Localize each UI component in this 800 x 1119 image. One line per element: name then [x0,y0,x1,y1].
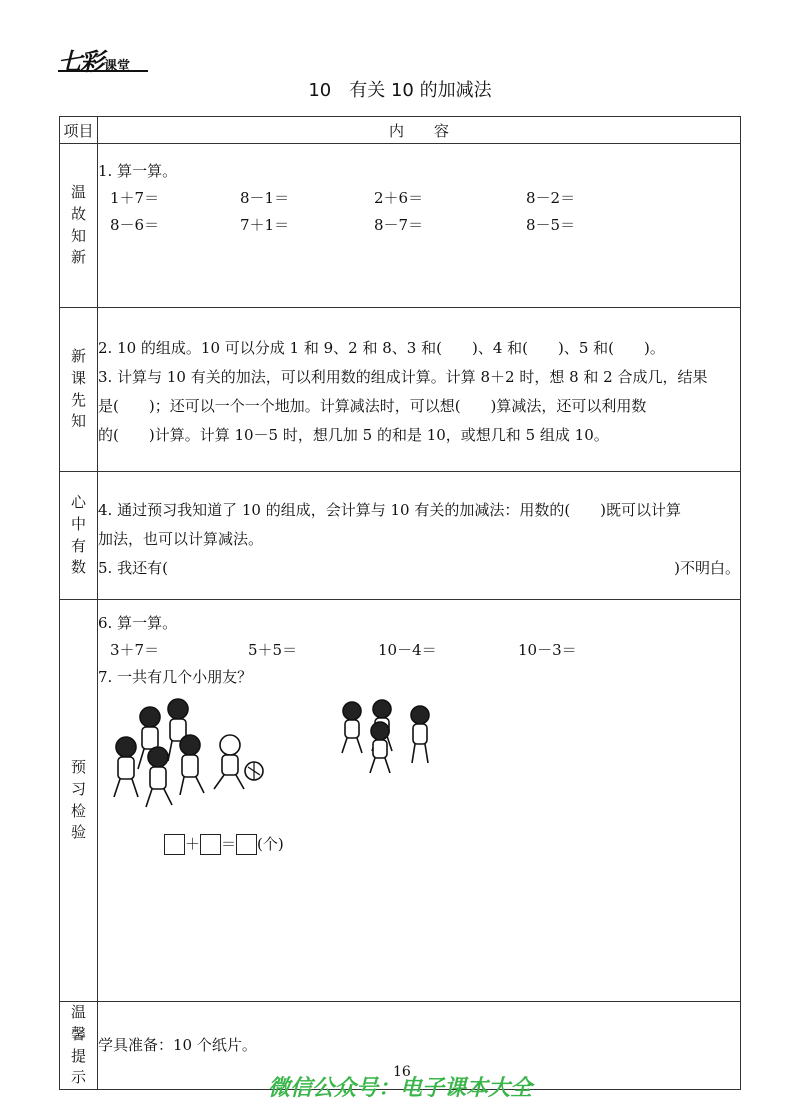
q6-row [98,637,740,664]
q1-item: 2＋6＝ [374,189,424,207]
section-new-lesson [60,308,741,472]
children-group-left-image [98,697,268,815]
section-content-new-lesson [98,308,741,472]
q6-item: 5＋5＝ [248,641,298,659]
answer-box[interactable] [236,834,257,855]
q4-line-1: 4. 通过预习我知道了 10 的组成，会计算与 10 有关的加减法：用数的( )既可以计算 [98,501,682,519]
q1-item: 8－1＝ [240,189,290,207]
watermark-text: 微信公众号：电子课本大全 [267,1076,532,1101]
q1-row-2 [98,212,740,239]
section-preview [60,600,741,1002]
section-content-preview [98,600,741,1002]
logo-sub-text: 课堂 [104,59,131,74]
answer-box[interactable] [164,834,185,855]
section-label-preview: 预习检验 [60,600,98,1002]
q1-item: 7＋1＝ [240,216,290,234]
q1-title: 1. 算一算。 [98,162,178,180]
logo-main-text: 七彩 [58,48,102,76]
section-label-summary: 心中有数 [60,472,98,600]
q1-item: 1＋7＝ [110,189,160,207]
section-label-new-lesson: 新课先知 [60,308,98,472]
q1-row-1 [98,185,740,212]
header-content: 内 容 [98,117,741,144]
section-label-tips: 温馨提示 [60,1002,98,1090]
q1-item: 8－6＝ [110,216,160,234]
q1-item: 8－5＝ [526,216,576,234]
q2-text: 2. 10 的组成。10 可以分成 1 和 9、2 和 8、3 和( )、4 和( )、5 和( )。 [98,339,665,357]
q3-line-2: 是( )；还可以一个一个地加。计算减法时，可以想( )算减法，还可以利用数 [98,397,647,415]
logo-underline [58,70,148,72]
q5-line [98,554,740,583]
header-item: 项目 [60,117,98,144]
q5-prefix: 5. 我还有( [98,559,168,577]
section-content-review [98,144,741,308]
section-review [60,144,741,308]
page-title: 10 有关 10 的加减法 [308,80,492,101]
unit-label: (个) [257,835,284,853]
q7-equation [164,831,740,858]
page-number: 16 [393,1064,411,1080]
plus-sign: ＋ [185,835,201,853]
table-header-row [60,117,741,144]
q4-line-2: 加法，也可以计算减法。 [98,530,264,548]
tips-text: 学具准备：10 个纸片。 [98,1036,257,1054]
section-label-review: 温故知新 [60,144,98,308]
q7-illustration [98,697,740,817]
q1-item: 8－7＝ [374,216,424,234]
q6-title: 6. 算一算。 [98,614,178,632]
q1-item: 8－2＝ [526,189,576,207]
q6-item: 10－4＝ [378,641,437,659]
q3-line-3: 的( )计算。计算 10－5 时，想几加 5 的和是 10，或想几和 5 组成 10。 [98,426,609,444]
q5-suffix: )不明白。 [674,559,740,577]
section-summary [60,472,741,600]
section-content-summary [98,472,741,600]
worksheet-table [59,116,741,1090]
children-group-right-image [332,697,452,777]
q6-item: 3＋7＝ [110,641,160,659]
q7-title: 7. 一共有几个小朋友？ [98,668,253,686]
q6-item: 10－3＝ [518,641,577,659]
equals-sign: ＝ [221,835,237,853]
q3-line-1: 3. 计算与 10 有关的加法，可以利用数的组成计算。计算 8＋2 时，想 8 和 2 合成几，结果 [98,368,708,386]
answer-box[interactable] [200,834,221,855]
